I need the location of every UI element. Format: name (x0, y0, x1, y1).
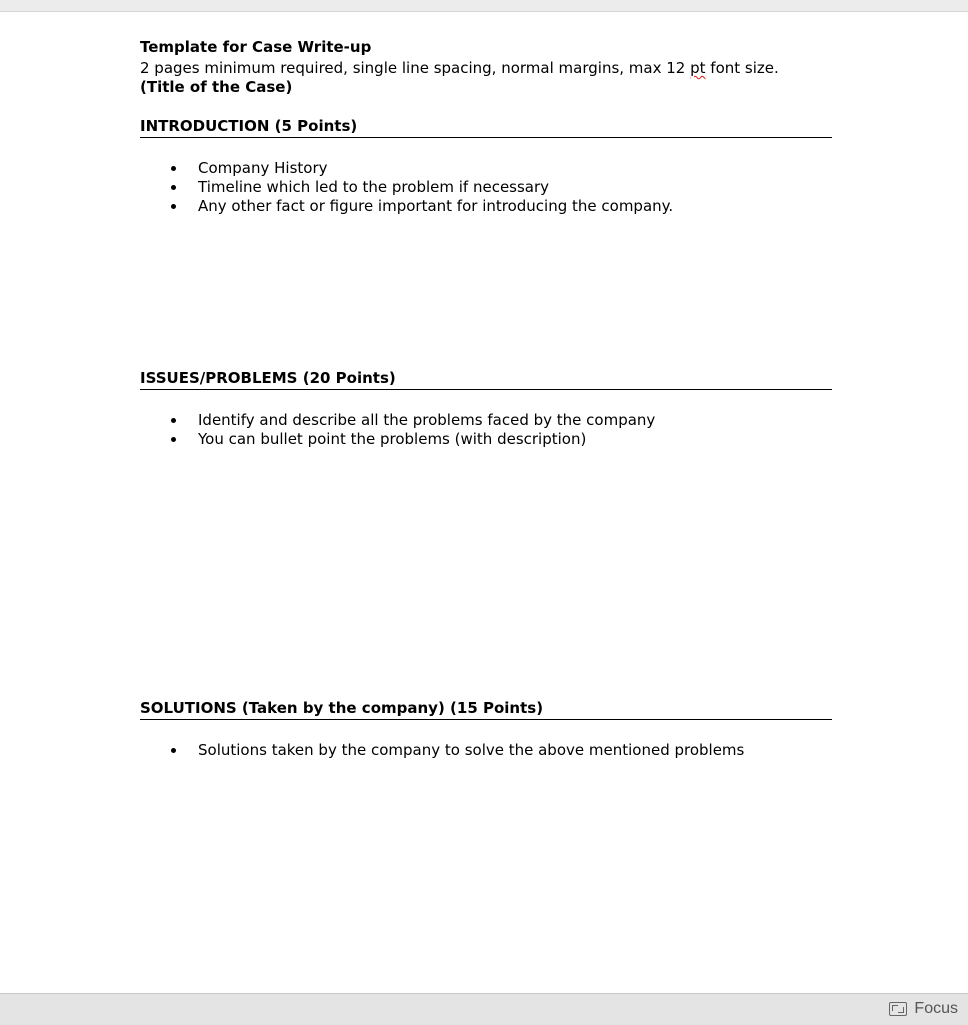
list-item (140, 411, 832, 430)
bullet-icon (171, 204, 176, 209)
list-item-text: Solutions taken by the company to solve the above mentioned problems (198, 741, 745, 759)
requirements-line (140, 59, 779, 78)
focus-button[interactable] (889, 1000, 958, 1018)
list-item-text: Company History (198, 159, 328, 177)
solutions-bullet-list (140, 741, 832, 760)
bullet-icon (171, 437, 176, 442)
list-item (140, 197, 832, 216)
list-item (140, 741, 832, 760)
requirements-text-end: font size. (705, 59, 779, 77)
list-item-text: Identify and describe all the problems faced by the company (198, 411, 656, 429)
bullet-icon (171, 185, 176, 190)
list-item (140, 159, 832, 178)
document-heading: Template for Case Write-up (140, 38, 372, 56)
document-page[interactable] (0, 12, 968, 993)
window-top-bar (0, 0, 968, 12)
case-title-placeholder: (Title of the Case) (140, 78, 293, 96)
list-item-text: Any other fact or figure important for introducing the company. (198, 197, 674, 215)
list-item-text: Timeline which led to the problem if necessary (198, 178, 550, 196)
introduction-bullet-list (140, 159, 832, 216)
bullet-icon (171, 418, 176, 423)
requirements-text-start: 2 pages minimum required, single line spacing, normal margins, max 12 (140, 59, 691, 77)
spellcheck-flagged-word[interactable]: pt (690, 59, 706, 77)
focus-label: Focus (914, 1000, 958, 1017)
bullet-icon (171, 166, 176, 171)
list-item (140, 430, 832, 449)
list-item-text: You can bullet point the problems (with description) (198, 430, 587, 448)
section-heading-introduction: INTRODUCTION (5 Points) (140, 117, 832, 138)
list-item (140, 178, 832, 197)
bullet-icon (171, 748, 176, 753)
section-heading-issues-problems: ISSUES/PROBLEMS (20 Points) (140, 369, 832, 390)
issues-bullet-list (140, 411, 832, 449)
status-bar (0, 993, 968, 1025)
section-heading-solutions: SOLUTIONS (Taken by the company) (15 Points) (140, 699, 832, 720)
focus-icon (889, 1002, 907, 1016)
